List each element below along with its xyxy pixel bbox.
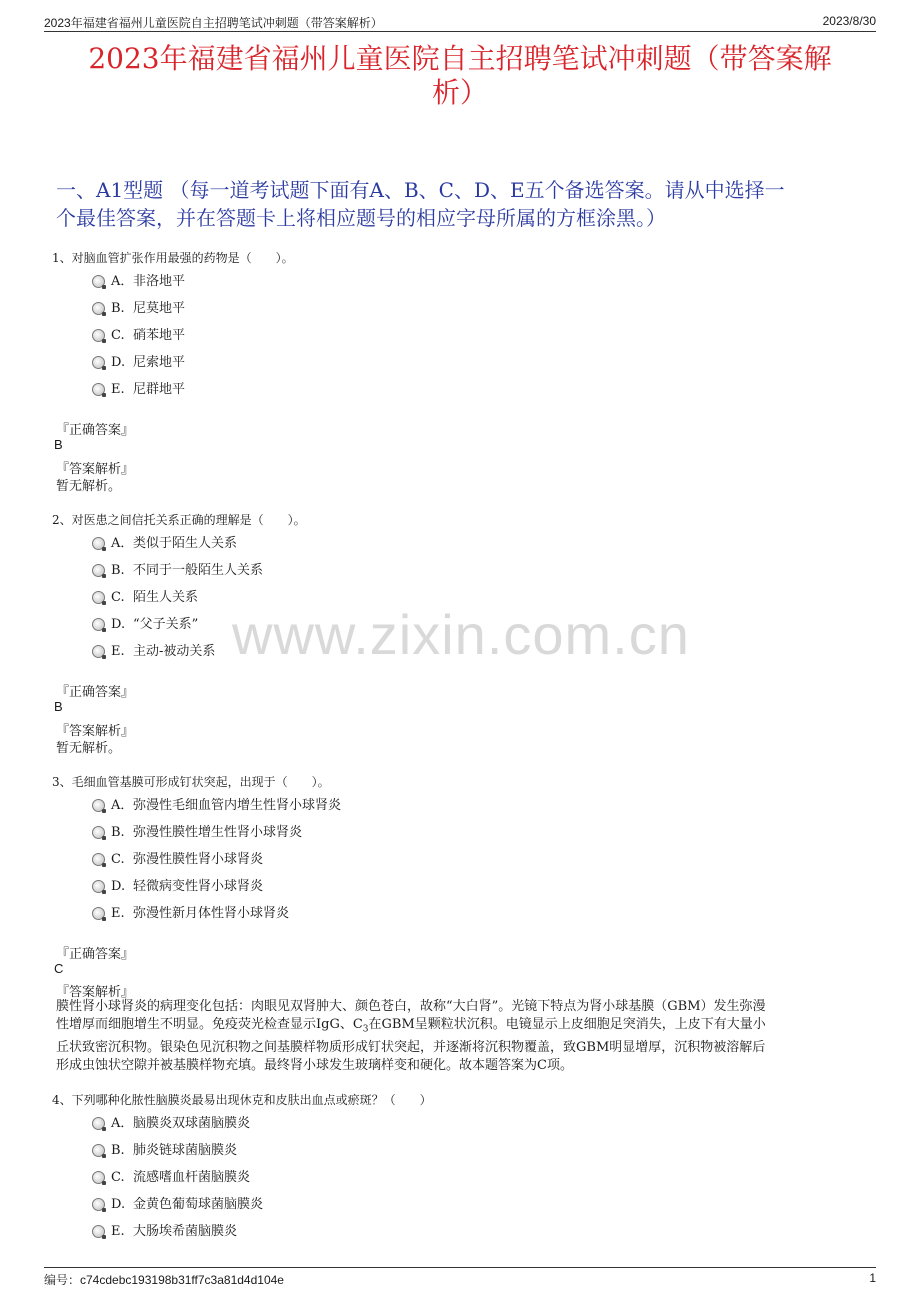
watermark: www.zixin.com.cn: [232, 603, 690, 666]
option-letter: E.: [111, 644, 125, 659]
option-text: “父子关系”: [133, 617, 199, 632]
radio-icon[interactable]: [92, 1144, 105, 1157]
document-id: 编号：c74cdebc193198b31ff7c3a81d4d104e: [44, 1273, 284, 1287]
option-text: 主动-被动关系: [133, 644, 216, 659]
analysis-label: 『答案解析』: [56, 985, 135, 1000]
analysis-label: 『答案解析』: [56, 462, 135, 477]
page-footer: [44, 1271, 876, 1288]
question-4-option-c[interactable]: [92, 1166, 250, 1185]
radio-icon[interactable]: [92, 853, 105, 866]
question-4-option-b[interactable]: [92, 1139, 237, 1158]
correct-answer-value: C: [54, 961, 64, 976]
option-letter: D.: [111, 355, 126, 370]
analysis-line: 丘状致密沉积物。银染色见沉积物之间基膜样物质形成钉状突起，并逐渐将沉积物覆盖，致GBM明显增厚，沉积物被溶解后: [56, 1039, 766, 1055]
question-1-stem: 1、对脑血管扩张作用最强的药物是（ ）。: [52, 251, 294, 265]
analysis-segment: 在GBM呈颗粒状沉积。电镜显示上皮细胞足突消失，上皮下有大量小: [368, 1017, 766, 1032]
option-letter: D.: [111, 617, 126, 632]
analysis-line: 膜性肾小球肾炎的病理变化包括：肉眼见双肾肿大、颜色苍白，故称“大白肾”。光镜下特点为肾小球基膜（GBM）发生弥漫: [56, 999, 766, 1014]
header-doc-title: 2023年福建省福州儿童医院自主招聘笔试冲刺题（带答案解析）: [44, 16, 383, 30]
option-text: 弥漫性膜性增生性肾小球肾炎: [133, 825, 303, 840]
option-letter: A．: [111, 1116, 134, 1131]
option-letter: A．: [111, 536, 134, 551]
option-letter: B.: [111, 563, 125, 578]
question-2-option-d[interactable]: [92, 613, 198, 632]
radio-icon[interactable]: [92, 1198, 105, 1211]
radio-icon[interactable]: [92, 383, 105, 396]
subscript: 3: [362, 1024, 369, 1035]
correct-answer-label: 『正确答案』: [56, 423, 135, 438]
option-text: 脑膜炎双球菌脑膜炎: [133, 1116, 251, 1131]
header-divider: [44, 31, 876, 32]
question-2-option-a[interactable]: [92, 532, 237, 551]
option-text: 弥漫性新月体性肾小球肾炎: [133, 906, 290, 921]
option-text: 弥漫性膜性肾小球肾炎: [133, 852, 264, 867]
question-1-option-a[interactable]: [92, 270, 185, 289]
radio-icon[interactable]: [92, 880, 105, 893]
option-letter: B.: [111, 301, 125, 316]
radio-icon[interactable]: [92, 645, 105, 658]
option-text: 大肠埃希菌脑膜炎: [133, 1224, 238, 1239]
radio-icon[interactable]: [92, 799, 105, 812]
option-text: 尼索地平: [133, 355, 186, 370]
option-text: 轻微病变性肾小球肾炎: [133, 879, 264, 894]
section-line-1: 一、A1型题 （每一道考试题下面有A、B、C、D、E五个备选答案。请从中选择一: [56, 178, 785, 202]
page-title: [44, 42, 876, 110]
header-date: 2023/8/30: [822, 14, 876, 28]
question-2-option-b[interactable]: [92, 559, 263, 578]
question-3-stem: 3、毛细血管基膜可形成钉状突起，出现于（ ）。: [52, 775, 330, 789]
question-2-option-c[interactable]: [92, 586, 198, 605]
correct-answer-label: 『正确答案』: [56, 947, 135, 962]
option-text: 类似于陌生人关系: [133, 536, 238, 551]
question-3-option-a[interactable]: [92, 794, 341, 813]
radio-icon[interactable]: [92, 1117, 105, 1130]
analysis-text: 暂无解析。: [56, 741, 122, 756]
option-letter: E.: [111, 382, 125, 397]
option-text: 非洛地平: [133, 274, 186, 289]
radio-icon[interactable]: [92, 302, 105, 315]
radio-icon[interactable]: [92, 1225, 105, 1238]
footer-divider: [44, 1267, 876, 1268]
radio-icon[interactable]: [92, 356, 105, 369]
radio-icon[interactable]: [92, 275, 105, 288]
radio-icon[interactable]: [92, 329, 105, 342]
question-4-option-e[interactable]: [92, 1220, 237, 1239]
radio-icon[interactable]: [92, 907, 105, 920]
question-1-option-e[interactable]: [92, 378, 185, 397]
option-letter: C.: [111, 590, 125, 605]
option-text: 金黄色葡萄球菌脑膜炎: [133, 1197, 264, 1212]
question-4-option-a[interactable]: [92, 1112, 250, 1131]
option-letter: C.: [111, 852, 125, 867]
option-text: 硝苯地平: [133, 328, 186, 343]
option-letter: C.: [111, 328, 125, 343]
question-2-option-e[interactable]: [92, 640, 215, 659]
title-line-1: 2023年福建省福州儿童医院自主招聘笔试冲刺题（带答案解: [88, 42, 832, 75]
section-line-2: 个最佳答案，并在答题卡上将相应题号的相应字母所属的方框涂黑。）: [56, 206, 666, 230]
question-1-option-b[interactable]: [92, 297, 185, 316]
option-letter: B.: [111, 1143, 125, 1158]
section-heading: [56, 176, 864, 232]
analysis-line: [56, 1016, 856, 1039]
question-1-option-d[interactable]: [92, 351, 185, 370]
radio-icon[interactable]: [92, 618, 105, 631]
correct-answer-value: B: [54, 437, 63, 452]
question-3-option-d[interactable]: [92, 875, 263, 894]
radio-icon[interactable]: [92, 591, 105, 604]
analysis-line: 形成虫蚀状空隙并被基膜样物充填。最终肾小球发生玻璃样变和硬化。故本题答案为C项。: [56, 1057, 573, 1073]
option-text: 弥漫性毛细血管内增生性肾小球肾炎: [133, 798, 342, 813]
page-header: [44, 12, 876, 32]
option-letter: B.: [111, 825, 125, 840]
radio-icon[interactable]: [92, 564, 105, 577]
option-letter: A．: [111, 798, 134, 813]
option-text: 尼群地平: [133, 382, 186, 397]
radio-icon[interactable]: [92, 537, 105, 550]
question-4-stem: 4、下列哪种化脓性脑膜炎最易出现休克和皮肤出血点或瘀斑？（ ）: [52, 1093, 432, 1107]
analysis-text: 暂无解析。: [56, 479, 122, 494]
option-text: 尼莫地平: [133, 301, 186, 316]
option-letter: E.: [111, 1224, 125, 1239]
question-3-option-e[interactable]: [92, 902, 289, 921]
option-letter: A．: [111, 274, 134, 289]
correct-answer-label: 『正确答案』: [56, 685, 135, 700]
option-letter: D.: [111, 879, 126, 894]
option-letter: D.: [111, 1197, 126, 1212]
question-4-option-d[interactable]: [92, 1193, 263, 1212]
option-text: 陌生人关系: [133, 590, 199, 605]
title-line-2: 析）: [431, 76, 488, 109]
analysis-label: 『答案解析』: [56, 724, 135, 739]
analysis-segment: 性增厚而细胞增生不明显。免疫荧光检查显示IgG、C: [56, 1017, 363, 1032]
option-text: 肺炎链球菌脑膜炎: [133, 1143, 238, 1158]
option-letter: C.: [111, 1170, 125, 1185]
question-3-option-c[interactable]: [92, 848, 263, 867]
correct-answer-value: B: [54, 699, 63, 714]
option-letter: E.: [111, 906, 125, 921]
analysis-text: [56, 998, 856, 1075]
question-2-stem: 2、对医患之间信托关系正确的理解是（ ）。: [52, 513, 306, 527]
question-1-option-c[interactable]: [92, 324, 185, 343]
option-text: 不同于一般陌生人关系: [133, 563, 264, 578]
radio-icon[interactable]: [92, 1171, 105, 1184]
page-number: 1: [869, 1271, 876, 1285]
radio-icon[interactable]: [92, 826, 105, 839]
option-text: 流感嗜血杆菌脑膜炎: [133, 1170, 251, 1185]
question-3-option-b[interactable]: [92, 821, 302, 840]
